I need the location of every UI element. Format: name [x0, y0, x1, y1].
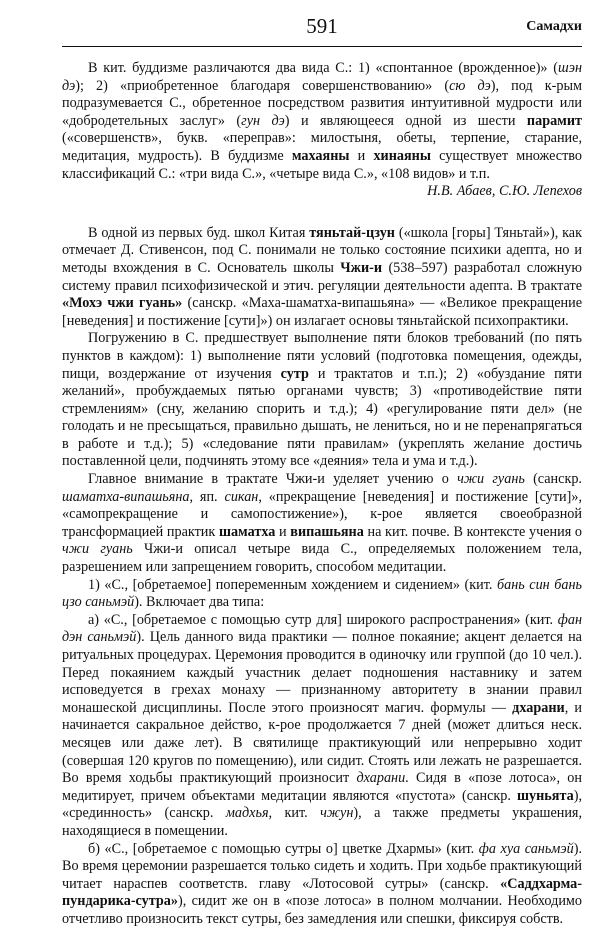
author-signature: Н.В. Абаев, С.Ю. Лепехов: [427, 183, 582, 200]
text-run: ). Цель данного вида практики — полное покаяние; акцент делается на ритуальных процедурах. Церемония проводится в одиночку или группой (до 10 чел.). Перед покаянием каждый участник делает подношения наставнику и затем исповедуется в грехах монаху — признанному авторитету в знании правил монашеской дисциплины. После этого произносят магич. формулы —: [62, 629, 582, 716]
text-run: и: [275, 523, 291, 540]
text-run: Погружению в С. предшествует выполнение пяти блоков требований (по пять пунктов в каждом): 1) выполнение пяти условий (подготовка помещения, одежды, пищи, воздержание от изучения: [62, 330, 582, 382]
text-run: и: [349, 147, 374, 164]
paragraph: [62, 841, 582, 929]
page-header: [62, 12, 582, 47]
text-run: В кит. буддизме различаются два вида С.: 1) «спонтанное (врожденное)» (: [88, 60, 558, 76]
text-run: («школа [горы] Тяньтай»), как отмечает Д. Стивенсон, под С. понимали не только состояние психики адепта, но и методы вхождения в С. Основатель школы: [62, 224, 582, 276]
running-title: Самадхи: [526, 19, 582, 34]
paragraph: [62, 225, 582, 331]
italic-term: чжун: [320, 805, 354, 822]
text-run: , «прекращение [неведения] и постижение [сути]», «самопрекращение и самопостижение»), к-рое является своеобразной трансформацией практик: [62, 488, 582, 540]
bold-term: хинаяны: [373, 147, 431, 164]
text-run: ); 2) «приобретенное благодаря совершенствованию» (: [75, 77, 450, 94]
text-run: существует множество классификаций С.: «три вида С.», «четыре вида С.», «108 видов» и т.п.: [62, 147, 582, 182]
section-gap: [62, 201, 582, 225]
italic-term: шаматха-випашьяна: [62, 488, 190, 505]
text-run: , и начинается сакральное действо, к-рое продолжается 7 дней (может длиться неск. месяцев или даже лет). В святилище практикующий или непрерывно ходит (совершая 120 кругов по помещению), или сидит. Стоять или лежать не разрешается. Во время ходьбы практикующий произносит: [62, 699, 583, 787]
text-run: ), «срединность» (санскр.: [62, 787, 582, 822]
italic-term: чжи гуань: [62, 541, 133, 558]
text-run: а) «С., [обретаемое с помощью сутр для] широкого распространения» (кит.: [88, 611, 558, 628]
text-run: ) и являющееся одной из шести: [284, 112, 527, 129]
bold-term: шуньята: [517, 787, 574, 804]
bold-term: Чжи-и: [340, 259, 383, 276]
text-run: ), сидит же он в «позе лотоса» в полном молчании. Необходимо отчетливо произносить текст сутры, без замедления или спешки, фиксируя собств.: [62, 893, 582, 927]
italic-term: мадхья: [225, 805, 269, 822]
bold-term: сутр: [280, 365, 309, 382]
article-section-2: [62, 225, 582, 929]
text-run: на кит. почве. В контексте учения о: [363, 523, 583, 540]
text-run: и трактатов и т.п.); 2) «обуздание пяти желаний», пробуждаемых пятью органами чувств; 3) «противодействие пяти стремлениям» (сну, желанию спорить и т.д.); 4) «регулирование пяти дел» (не голодать и не пресыщаться, правильно дышать, не лениться, но и не перенапрягаться в работе и т.д.); 5) «следование пяти правилам» (укреплять желание достичь поставленной цели, подчинять этому все «деяния» тела и ума и т.д.).: [62, 365, 582, 470]
text-run: В одной из первых буд. школ Китая: [88, 224, 310, 241]
text-run: б) «С., [обретаемое с помощью сутры о] цветке Дхармы» (кит.: [88, 840, 479, 857]
paragraph: [62, 471, 582, 577]
italic-term: дхарани: [356, 770, 406, 787]
italic-term: бань син бань цзо саньмэй: [62, 576, 582, 611]
text-run: ), а также предметы украшения, находящиеся в помещении.: [62, 805, 582, 839]
bold-term: «Мохэ чжи гуань»: [62, 295, 183, 312]
bold-term: шаматха: [218, 523, 276, 540]
bold-term: випашьяна: [290, 523, 364, 540]
italic-term: сю дэ: [449, 77, 491, 94]
bold-term: дхарани: [512, 699, 565, 716]
text-run: Главное внимание в трактате Чжи-и уделяет учению о: [88, 471, 458, 488]
page-number: 591: [306, 14, 338, 38]
italic-term: фа хуа саньмэй: [478, 840, 574, 857]
text-run: (538–597) разработал сложную систему правил психофизической и этич. регуляции деятельности адепта. В трактате: [62, 259, 582, 294]
article-body: [62, 60, 582, 929]
text-run: ). Во время церемонии разрешается только сидеть и ходить. При ходьбе практикующий читает нараспев соответств. главу «Лотосовой сутры» (санскр.: [62, 840, 582, 892]
text-run: 1) «С., [обретаемое] попеременным хождением и сидением» (кит.: [88, 576, 497, 593]
italic-term: гун дэ: [241, 112, 285, 129]
paragraph: [62, 330, 582, 471]
italic-term: сикан: [224, 488, 259, 505]
bold-term: «Саддхарма-пундарика-сутра»: [62, 875, 582, 910]
paragraph: [62, 60, 582, 183]
bold-term: парамит: [526, 112, 582, 129]
italic-term: шэн дэ: [62, 60, 582, 94]
italic-term: чжи гуань: [457, 471, 525, 488]
text-run: , кит.: [268, 805, 321, 822]
text-run: (санскр.: [524, 471, 582, 488]
text-run: (санскр. «Маха-шаматха-випашьяна» — «Великое прекращение [неведения] и постижение [сути]») он излагает основы тяньтайской психопрактики.: [62, 295, 582, 329]
text-run: , яп.: [189, 488, 225, 505]
italic-term: фан дэн саньмэй: [62, 611, 582, 646]
text-run: ), под к-рым подразумевается С., обретенное посредством развития интуитивной мудрости или «добродетельных заслуг» (: [62, 77, 583, 129]
text-run: («совершенств», букв. «переправ»: милостыня, обеты, терпение, старание, медитация, мудрость). В буддизме: [62, 130, 582, 164]
text-run: ). Включает два типа:: [134, 594, 265, 611]
paragraph: [62, 577, 582, 612]
article-section-1: [62, 60, 582, 183]
bold-term: тяньтай-цзун: [309, 224, 395, 241]
text-run: . Сидя в «позе лотоса», он медитирует, причем объектами медитации являются «пустота» (санскр.: [62, 770, 582, 804]
text-run: Чжи-и описал четыре вида С., определяемых положением тела, разрешением или запрещением говорить, способом медитации.: [62, 541, 582, 576]
paragraph: [62, 612, 582, 841]
bold-term: махаяны: [291, 147, 350, 164]
